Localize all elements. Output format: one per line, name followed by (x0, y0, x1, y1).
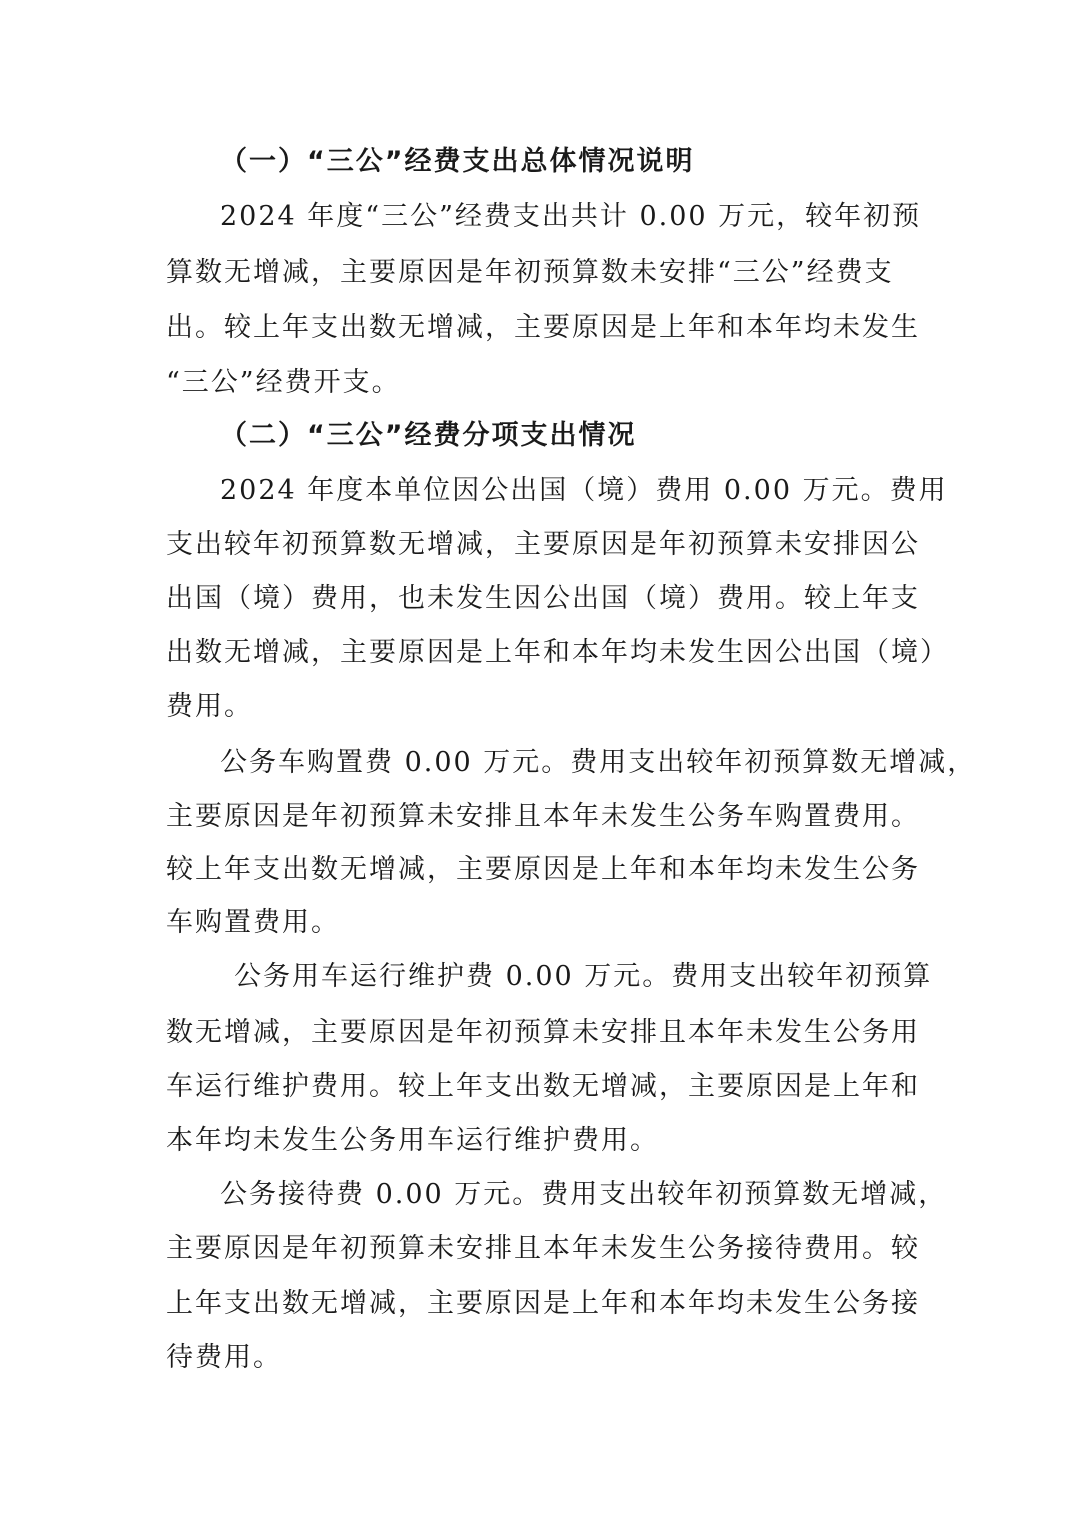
text-line: 车购置费用。 (166, 907, 340, 938)
text-line: 本年均未发生公务用车运行维护费用。 (166, 1125, 659, 1156)
text-line: 车运行维护费用。较上年支出数无增减，主要原因是上年和 (166, 1071, 920, 1102)
text-line: 2024 年度“三公”经费支出共计 0.00 万元，较年初预 (220, 201, 922, 232)
text-line: 出。较上年支出数无增减，主要原因是上年和本年均未发生 (166, 312, 920, 343)
text-line: 主要原因是年初预算未安排且本年未发生公务接待费用。较 (166, 1233, 920, 1264)
text-line: 数无增减，主要原因是年初预算未安排且本年未发生公务用 (166, 1017, 920, 1048)
text-line: “三公”经费开支。 (166, 367, 401, 398)
text-line: 出国（境）费用，也未发生因公出国（境）费用。较上年支 (166, 583, 920, 614)
section-heading-itemized: （二）“三公”经费分项支出情况 (220, 420, 637, 451)
text-line: 公务接待费 0.00 万元。费用支出较年初预算数无增减， (220, 1179, 948, 1210)
text-line: 出数无增减，主要原因是上年和本年均未发生因公出国（境） (166, 637, 949, 668)
text-line: 费用。 (166, 691, 253, 722)
text-line: 上年支出数无增减，主要原因是上年和本年均未发生公务接 (166, 1288, 920, 1319)
text-line: 较上年支出数无增减，主要原因是上年和本年均未发生公务 (166, 854, 920, 885)
text-line: 主要原因是年初预算未安排且本年未发生公务车购置费用。 (166, 801, 920, 832)
text-line: 算数无增减，主要原因是年初预算数未安排“三公”经费支 (166, 257, 894, 288)
text-line: 2024 年度本单位因公出国（境）费用 0.00 万元。费用 (220, 475, 948, 506)
text-line: 支出较年初预算数无增减，主要原因是年初预算未安排因公 (166, 529, 920, 560)
section-heading-overall: （一）“三公”经费支出总体情况说明 (220, 146, 695, 177)
text-line: 待费用。 (166, 1342, 282, 1373)
text-line: 公务用车运行维护费 0.00 万元。费用支出较年初预算 (234, 961, 933, 992)
text-line: 公务车购置费 0.00 万元。费用支出较年初预算数无增减， (220, 747, 977, 778)
